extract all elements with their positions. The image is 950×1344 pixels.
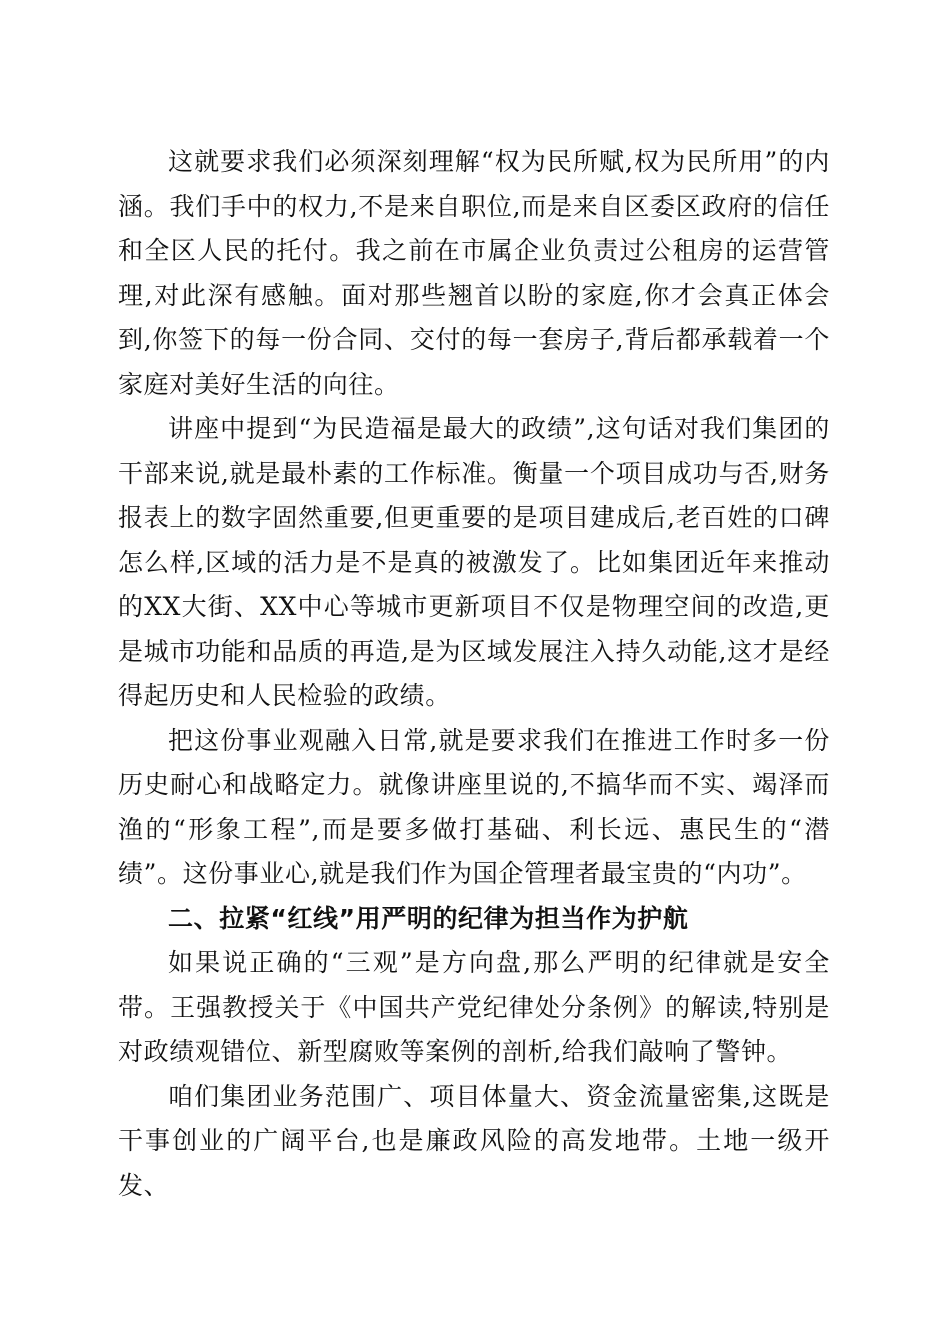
section-heading: 二、拉紧“红线”用严明的纪律为担当作为护航 [168,903,689,933]
paragraph-risk-areas: 咱们集团业务范围广、项目体量大、资金流量密集,这既是干事创业的广阔平台,也是廉政风险的高发地带。土地一级开发、 [118,1081,830,1200]
document-body [118,140,830,1208]
paragraph-achievements-for-people: 讲座中提到“为民造福是最大的政绩”,这句话对我们集团的干部来说,就是最朴素的工作标准。衡量一个项目成功与否,财务报表上的数字固然重要,但更重要的是项目建成后,老百姓的口碑怎么样,区域的活力是不是真的被激发了。比如集团近年来推动的XX大街、XX中心等城市更新项目不仅是物理空间的改造,更是城市功能和品质的再造,是为区域发展注入持久动能,这才是经得起历史和人民检验的政绩。 [118,414,830,710]
paragraph-discipline-seatbelt: 如果说正确的“三观”是方向盘,那么严明的纪律就是安全带。王强教授关于《中国共产党纪律处分条例》的解读,特别是对政绩观错位、新型腐败等案例的剖析,给我们敲响了警钟。 [118,948,830,1066]
paragraph-career-outlook: 把这份事业观融入日常,就是要求我们在推进工作时多一份历史耐心和战略定力。就像讲座里说的,不搞华而不实、竭泽而渔的“形象工程”,而是要多做打基础、利长远、惠民生的“潜绩”。这份事业心,就是我们作为国企管理者最宝贵的“内功”。 [118,725,830,888]
paragraph-power-from-people: 这就要求我们必须深刻理解“权为民所赋,权为民所用”的内涵。我们手中的权力,不是来自职位,而是来自区委区政府的信任和全区人民的托付。我之前在市属企业负责过公租房的运营管理,对此深有感触。面对那些翘首以盼的家庭,你才会真正体会到,你签下的每一份合同、交付的每一套房子,背后都承载着一个家庭对美好生活的向往。 [118,147,830,399]
